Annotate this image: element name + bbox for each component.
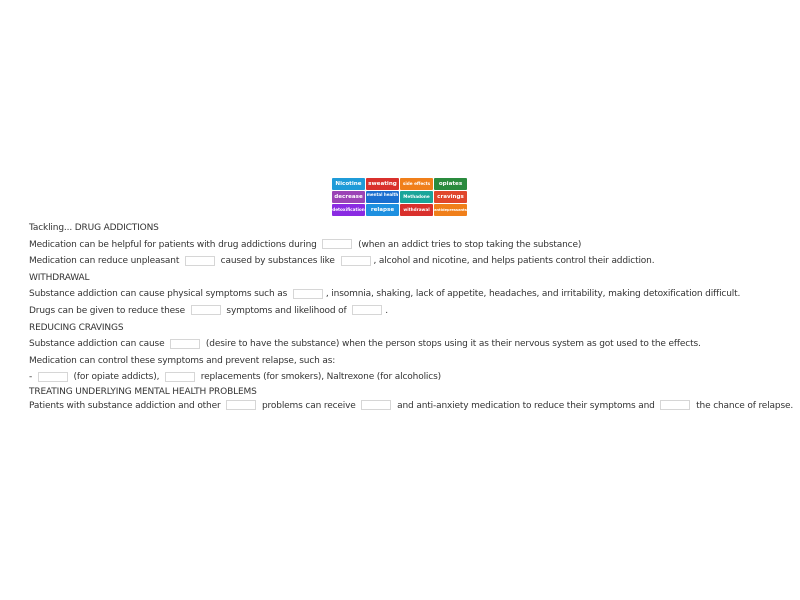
- sentence-5: [29, 336, 793, 353]
- tile-decrease[interactable]: decrease: [332, 191, 365, 203]
- text: .: [385, 305, 388, 316]
- tile-methadone[interactable]: Methadone: [400, 191, 433, 203]
- tile-relapse[interactable]: relapse: [366, 204, 399, 216]
- sentence-3: [29, 286, 793, 303]
- tile-withdrawal[interactable]: withdrawal: [400, 204, 433, 216]
- cravings-heading: REDUCING CRAVINGS: [29, 322, 124, 333]
- text: replacements (for smokers), Naltrexone (for alcoholics): [200, 372, 441, 383]
- sentence-1: [29, 237, 793, 254]
- text: , alcohol and nicotine, and helps patients control their addiction.: [373, 256, 655, 267]
- text: symptoms and likelihood of: [226, 305, 347, 316]
- tile-sweating[interactable]: sweating: [366, 178, 399, 190]
- sentence-7: [29, 369, 793, 386]
- text: Medication can be helpful for patients with drug addictions during: [29, 239, 317, 250]
- page-title: Tackling... DRUG ADDICTIONS: [29, 223, 159, 233]
- sentence-4: [29, 303, 793, 320]
- blank-10[interactable]: [226, 400, 256, 410]
- text: Medication can control these symptoms and prevent relapse, such as:: [29, 355, 336, 366]
- tile-mental-health[interactable]: mental health: [366, 191, 399, 203]
- text: Medication can reduce unpleasant: [29, 256, 180, 267]
- blank-8[interactable]: [38, 372, 68, 382]
- sentence-2: [29, 253, 793, 270]
- blank-2[interactable]: [185, 256, 215, 266]
- blank-9[interactable]: [165, 372, 195, 382]
- text: (desire to have the substance) when the person stops using it as their nervous system as got used to the effects.: [205, 339, 701, 350]
- sentence-8: [29, 399, 793, 413]
- text: Drugs can be given to reduce these: [29, 305, 185, 316]
- text: the chance of relapse.: [696, 400, 794, 411]
- tile-antidepressants[interactable]: antidepressants: [434, 204, 467, 216]
- text: , insomnia, shaking, lack of appetite, headaches, and irritability, making detoxification difficult.: [325, 289, 741, 300]
- blank-11[interactable]: [361, 400, 391, 410]
- tile-cravings[interactable]: cravings: [434, 191, 467, 203]
- blank-7[interactable]: [170, 339, 200, 349]
- blank-4[interactable]: [293, 289, 323, 299]
- text: and anti-anxiety medication to reduce their symptoms and: [397, 400, 655, 411]
- tile-nicotine[interactable]: Nicotine: [332, 178, 365, 190]
- text: Substance addiction can cause: [29, 339, 165, 350]
- text: problems can receive: [261, 400, 356, 411]
- withdrawal-heading: WITHDRAWAL: [29, 272, 90, 283]
- text: (for opiate addicts),: [73, 372, 160, 383]
- tile-opiates[interactable]: opiates: [434, 178, 467, 190]
- blank-6[interactable]: [352, 305, 382, 315]
- text: (when an addict tries to stop taking the substance): [358, 239, 582, 250]
- text: caused by substances like: [220, 256, 335, 267]
- word-bank: [332, 178, 467, 216]
- blank-5[interactable]: [191, 305, 221, 315]
- blank-3[interactable]: [341, 256, 371, 266]
- text: -: [29, 372, 33, 383]
- text: Patients with substance addiction and other: [29, 400, 221, 411]
- mental-health-heading: TREATING UNDERLYING MENTAL HEALTH PROBLEMS: [29, 386, 257, 397]
- blank-12[interactable]: [660, 400, 690, 410]
- worksheet: [29, 220, 793, 413]
- blank-1[interactable]: [322, 239, 352, 249]
- tile-detoxification[interactable]: detoxification: [332, 204, 365, 216]
- text: Substance addiction can cause physical symptoms such as: [29, 289, 288, 300]
- tile-side-effects[interactable]: side effects: [400, 178, 433, 190]
- sentence-6: [29, 353, 793, 370]
